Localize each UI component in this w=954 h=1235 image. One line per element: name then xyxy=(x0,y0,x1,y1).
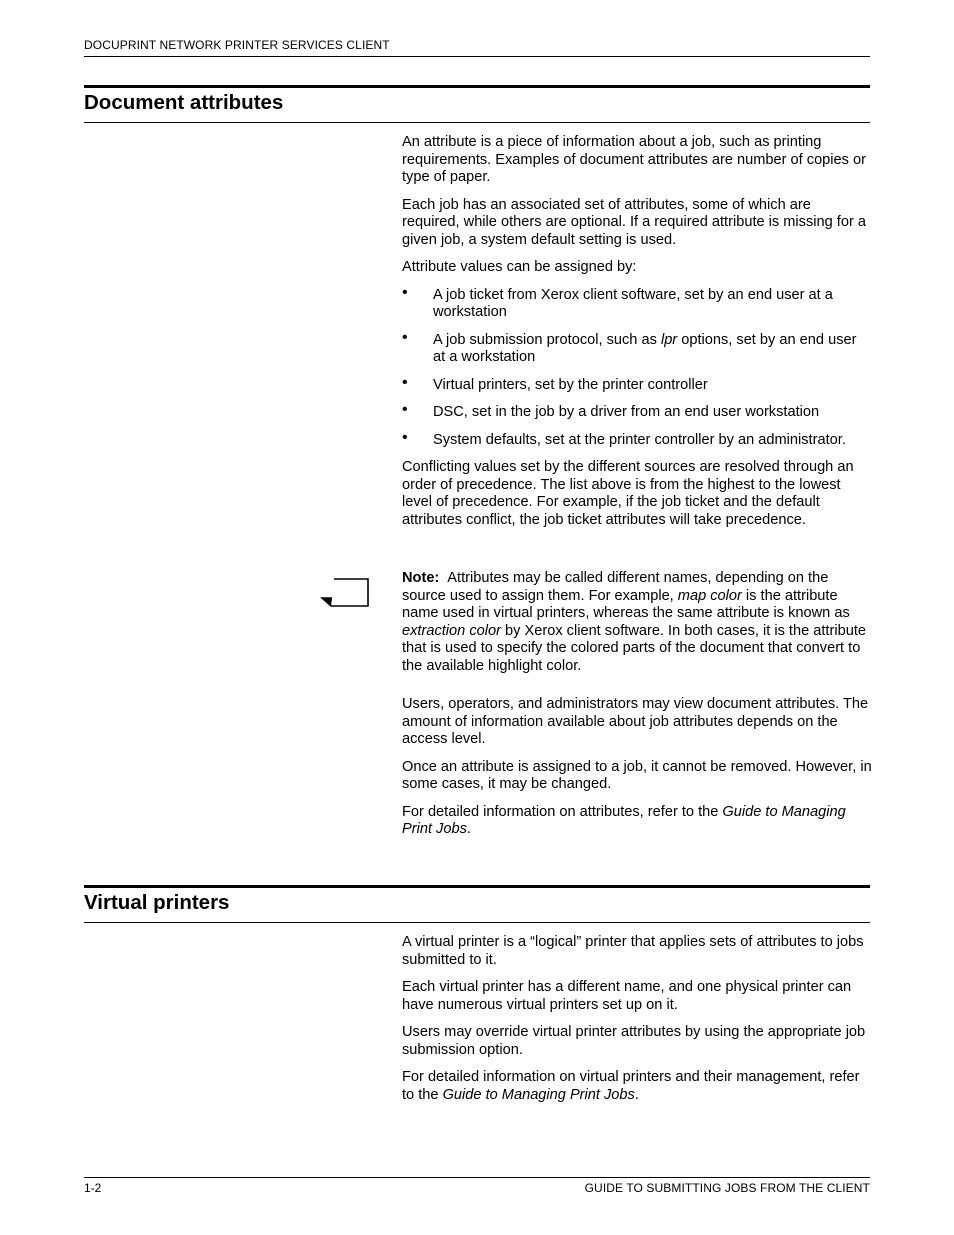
bullet-icon: • xyxy=(402,328,408,346)
note-block xyxy=(402,570,872,685)
footer-guide-title: GUIDE TO SUBMITTING JOBS FROM THE CLIENT xyxy=(584,1181,870,1195)
running-header: DOCUPRINT NETWORK PRINTER SERVICES CLIENT xyxy=(84,38,390,52)
paragraph: Users may override virtual printer attributes by using the appropriate job submission option. xyxy=(402,1024,866,1058)
bullet-icon: • xyxy=(402,373,408,391)
paragraph: Users, operators, and administrators may view document attributes. The amount of information available about job attributes depends on the access level. xyxy=(402,696,869,747)
paragraph: For detailed information on virtual printers and their management, refer to the Guide to Managing Print Jobs. xyxy=(402,1069,860,1103)
section-title-virtual-printers: Virtual printers xyxy=(84,891,230,914)
paragraph: Each virtual printer has a different name, and one physical printer can have numerous virtual printers set up on it. xyxy=(402,979,852,1013)
emphasis: map color xyxy=(677,587,742,604)
paragraph: Attribute values can be assigned by: xyxy=(402,259,637,275)
virtual-printers-body xyxy=(402,934,872,1114)
emphasis: lpr xyxy=(660,331,678,348)
attribute-sources-list xyxy=(402,283,872,450)
list-item: • A job ticket from Xerox client software, set by an end user at a workstation xyxy=(402,283,833,320)
section-rule-top xyxy=(84,85,870,88)
list-item: • System defaults, set at the printer controller by an administrator. xyxy=(402,428,846,448)
section-title-document-attributes: Document attributes xyxy=(84,91,284,114)
bullet-icon: • xyxy=(402,428,408,446)
guide-reference: Guide to Managing Print Jobs xyxy=(402,803,846,837)
guide-reference: Guide to Managing Print Jobs xyxy=(442,1086,635,1103)
list-item: • A job submission protocol, such as lpr options, set by an end user at a workstation xyxy=(402,328,857,365)
footer-rule xyxy=(84,1177,870,1178)
paragraph: Once an attribute is assigned to a job, it cannot be removed. However, in some cases, it may be changed. xyxy=(402,758,872,792)
document-attributes-body-continued xyxy=(402,696,872,849)
header-rule xyxy=(84,56,870,57)
paragraph: Conflicting values set by the different sources are resolved through an order of precedence. The list above is from the highest to the lowest level of precedence. For example, if the job ticket and the default attributes conflict, the job ticket attributes will take precedence. xyxy=(402,459,854,528)
paragraph: For detailed information on attributes, refer to the Guide to Managing Print Jobs. xyxy=(402,803,846,837)
emphasis: extraction color xyxy=(402,622,501,639)
list-item: • Virtual printers, set by the printer controller xyxy=(402,373,708,393)
list-item: • DSC, set in the job by a driver from an end user workstation xyxy=(402,401,820,420)
document-attributes-body xyxy=(402,134,872,539)
bullet-icon: • xyxy=(402,283,408,301)
section-rule-bottom xyxy=(84,122,870,123)
paragraph: Each job has an associated set of attributes, some of which are required, while others are optional. If a required attribute is missing for a given job, a system default setting is used. xyxy=(402,196,866,248)
paragraph: A virtual printer is a “logical” printer that applies sets of attributes to jobs submitted to it. xyxy=(402,934,864,968)
section-rule-top xyxy=(84,885,870,888)
section-rule-bottom xyxy=(84,922,870,923)
note-page-icon xyxy=(320,576,372,610)
note-text: Note: Attributes may be called different names, depending on the source used to assign them. For example, map color is the attribute name used in virtual printers, whereas the same attribute is known as extraction color by Xerox client software. In both cases, it is the attribute that is used to specify the colored parts of the document that convert to the available highlight color. xyxy=(402,570,866,674)
paragraph: An attribute is a piece of information about a job, such as printing requirements. Examples of document attributes are number of copies or type of paper. xyxy=(402,134,866,185)
note-label: Note: xyxy=(402,570,440,586)
page-number: 1-2 xyxy=(84,1181,102,1195)
bullet-icon: • xyxy=(402,401,408,418)
